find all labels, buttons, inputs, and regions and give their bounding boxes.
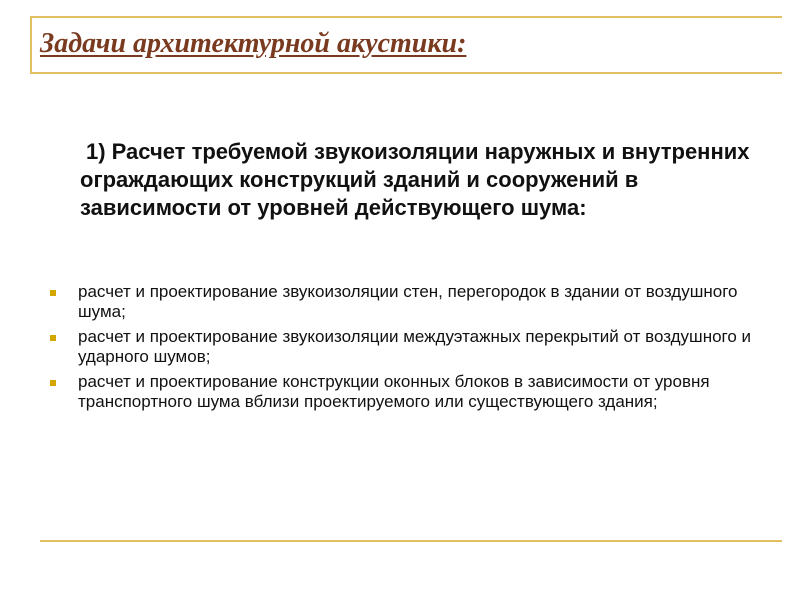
list-item-text: расчет и проектирование звукоизоляции междуэтажных перекрытий от воздушного и ударного шумов; <box>78 327 752 366</box>
left-divider <box>30 16 32 74</box>
square-bullet-icon <box>50 335 56 341</box>
section-heading-text: 1) Расчет требуемой звукоизоляции наружных и внутренних ограждающих конструкций зданий и сооружений в зависимости от уровней действующего шума: <box>80 139 750 220</box>
section-heading <box>80 138 770 222</box>
list-item-text: расчет и проектирование звукоизоляции стен, перегородок в здании от воздушного шума; <box>78 282 738 321</box>
list-item-text: расчет и проектирование конструкции оконных блоков в зависимости от уровня транспортного шума вблизи проектируемого или существующего здания; <box>78 372 710 411</box>
list-item <box>48 327 768 367</box>
list-item <box>48 372 768 412</box>
title-divider <box>30 72 782 74</box>
bullet-list <box>48 282 768 417</box>
slide-title: Задачи архитектурной акустики: <box>40 28 467 59</box>
square-bullet-icon <box>50 290 56 296</box>
bottom-divider <box>40 540 782 542</box>
square-bullet-icon <box>50 380 56 386</box>
list-item <box>48 282 768 322</box>
top-divider <box>30 16 782 18</box>
